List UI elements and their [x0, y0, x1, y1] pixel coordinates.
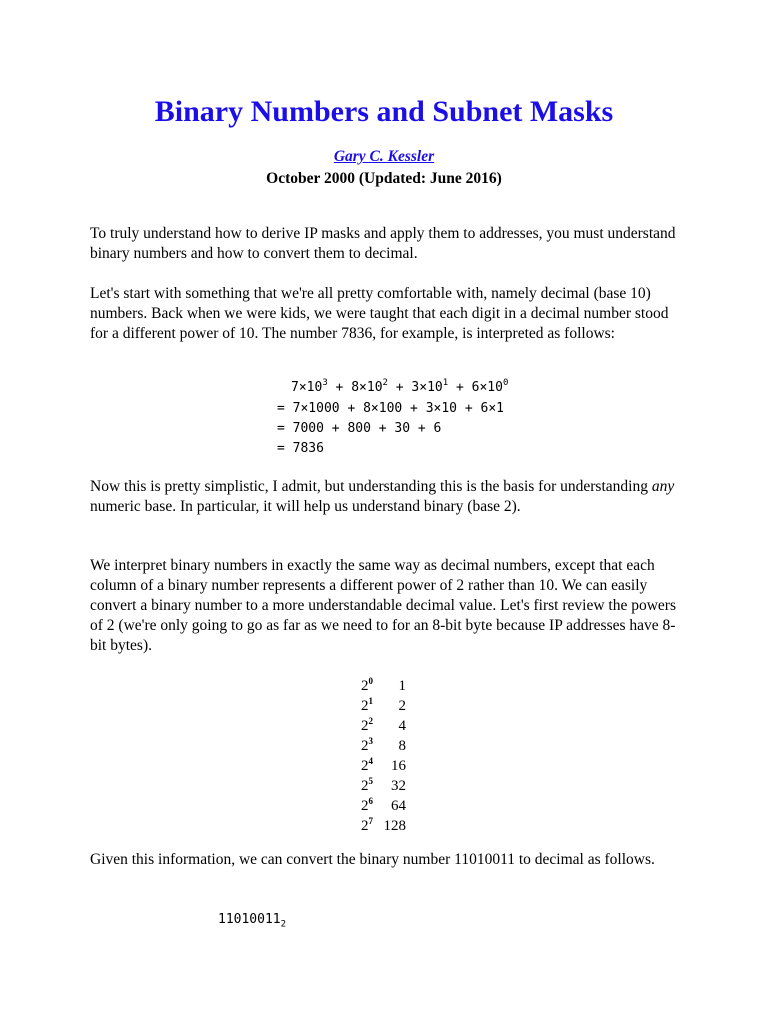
power-base: $2^0$ [361, 676, 373, 694]
expansion-line-3: = 7000 + 800 + 30 + 6 [277, 421, 442, 436]
power-value: 2 [398, 698, 406, 714]
simplistic-paragraph [90, 477, 690, 517]
expansion-line-2: = 7×1000 + 8×100 + 3×10 + 6×1 [277, 401, 504, 416]
conversion-paragraph: Given this information, we can convert the binary number 11010011 to decimal as follows. [90, 851, 655, 868]
power-row [361, 776, 421, 796]
power-base: $2^1$ [361, 696, 373, 714]
power-base: $2^4$ [361, 756, 373, 774]
power-row [361, 736, 421, 756]
power-base: $2^6$ [361, 796, 373, 814]
simplistic-text-1: Now this is pretty simplistic, I admit, but understanding this is the basis for understanding [90, 478, 652, 495]
power-value: 64 [391, 798, 406, 814]
expansion-exponent: 3 [322, 377, 328, 388]
intro-paragraph: To truly understand how to derive IP masks and apply them to addresses, you must understand binary numbers and how to convert them to decimal. [90, 225, 676, 262]
power-exponent: 2 [368, 716, 373, 726]
expansion-term: + 8×10 [327, 380, 383, 395]
expansion-line-4: = 7836 [277, 441, 324, 456]
expansion-term: + 6×10 [448, 380, 503, 395]
simplistic-text-2: numeric base. In particular, it will help us understand binary (base 2). [90, 498, 521, 515]
power-value: 16 [391, 758, 406, 774]
emphasis-any: any [651, 478, 675, 495]
power-row [361, 716, 421, 736]
binary-base-subscript: 2 [280, 919, 287, 930]
power-exponent: 1 [368, 696, 373, 706]
expansion-term: 7×10 [291, 380, 323, 395]
power-value: 32 [391, 778, 406, 794]
power-row [361, 796, 421, 816]
power-row [361, 676, 421, 696]
publication-date: October 2000 (Updated: June 2016) [266, 170, 502, 187]
power-exponent: 6 [368, 796, 373, 806]
powers-of-two-table [361, 676, 421, 836]
power-exponent: 5 [368, 776, 373, 786]
power-value: 1 [398, 678, 406, 694]
binary-intro-paragraph: We interpret binary numbers in exactly the same way as decimal numbers, except that each column of a binary number represents a different power of 2 rather than 10. We can easily convert a binary number to a more understandable decimal value. Let's first review the powers of 2 (we're only going to go as far as we need to for an 8-bit byte because IP addresses have 8-bit bytes). [90, 557, 676, 654]
decimal-paragraph: Let's start with something that we're all pretty comfortable with, namely decimal (base 10) numbers. Back when we were kids, we were taught that each digit in a decimal number stood for a different power of 10. The number 7836, for example, is interpreted as follows: [90, 285, 669, 342]
expansion-line-1 [291, 378, 508, 398]
power-exponent: 0 [368, 676, 373, 686]
binary-number [218, 910, 286, 935]
power-exponent: 7 [368, 816, 373, 826]
expansion-exponent: 2 [382, 377, 388, 388]
power-exponent: 3 [368, 736, 373, 746]
author-link[interactable]: Gary C. Kessler [333, 148, 435, 165]
power-row [361, 696, 421, 716]
power-base: $2^3$ [361, 736, 373, 754]
expansion-term: + 3×10 [387, 380, 443, 395]
power-value: 4 [398, 718, 406, 734]
power-value: 8 [398, 738, 406, 754]
power-exponent: 4 [368, 756, 373, 766]
power-value: 128 [383, 818, 406, 834]
expansion-exponent: 0 [502, 377, 509, 388]
power-row [361, 756, 421, 776]
power-base: $2^7$ [361, 816, 373, 834]
power-row [361, 816, 421, 836]
power-base: $2^5$ [361, 776, 373, 794]
author-line [0, 147, 768, 167]
power-base: $2^2$ [361, 716, 373, 734]
expansion-exponent: 1 [442, 377, 449, 388]
binary-digits: 11010011 [218, 912, 281, 927]
page-title: Binary Numbers and Subnet Masks [154, 95, 614, 128]
